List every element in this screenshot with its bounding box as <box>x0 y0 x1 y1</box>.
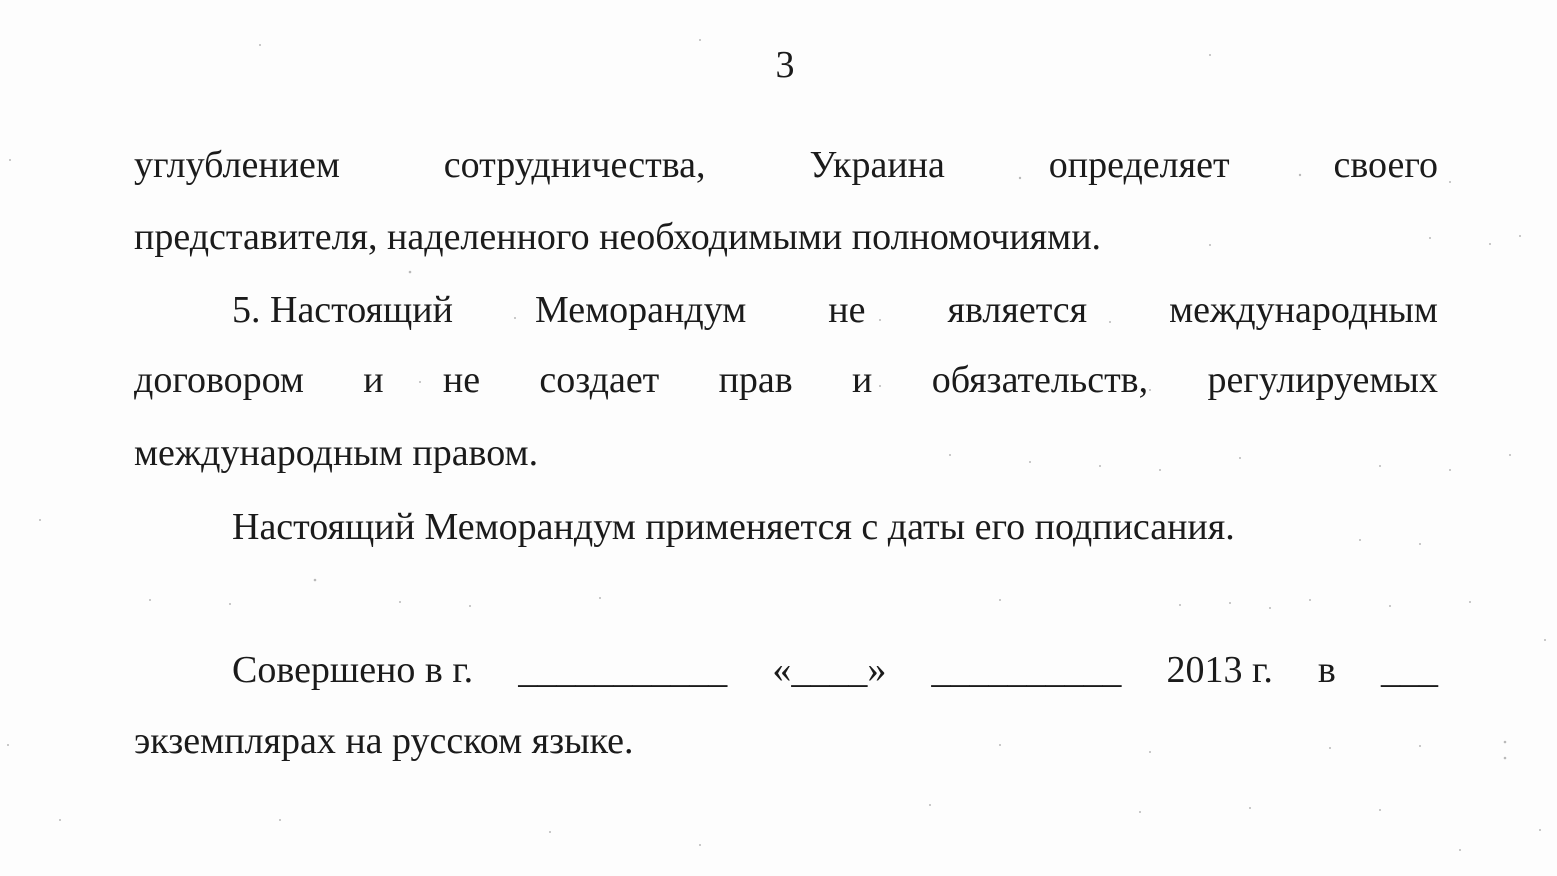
word: и <box>363 359 384 401</box>
word: 5. Настоящий <box>232 289 453 331</box>
word: в <box>1317 649 1336 691</box>
paragraph-2-line-3: международным правом. <box>134 432 539 474</box>
word: Украина <box>809 144 945 186</box>
blank-month: __________ <box>931 649 1122 691</box>
word: является <box>947 289 1088 331</box>
word: не <box>828 289 866 331</box>
word: Совершено в г. <box>232 649 474 691</box>
paragraph-4-line-2: экземплярах на русском языке. <box>134 720 634 762</box>
word: прав <box>718 359 793 401</box>
paragraph-4-line-1 <box>232 645 1438 695</box>
word: своего <box>1333 144 1438 186</box>
year: 2013 г. <box>1166 649 1273 691</box>
word: обязательств, <box>931 359 1149 401</box>
word: сотрудничества, <box>443 144 706 186</box>
paragraph-2-line-2 <box>134 355 1438 405</box>
word: не <box>442 359 481 401</box>
word: и <box>852 359 873 401</box>
word: договором <box>134 359 304 401</box>
paragraph-1-line-2: представителя, наделенного необходимыми полномочиями. <box>134 216 1102 258</box>
word: определяет <box>1048 144 1230 186</box>
blank-copies: ___ <box>1380 649 1438 691</box>
blank-city: ___________ <box>518 649 728 691</box>
word: создает <box>539 359 660 401</box>
paragraph-1-line-1 <box>134 140 1438 190</box>
word: регулируемых <box>1207 359 1438 401</box>
word: Меморандум <box>534 289 747 331</box>
page-number: 3 <box>775 44 795 86</box>
word: углублением <box>134 144 340 186</box>
blank-day: «____» <box>772 649 887 691</box>
paragraph-3-line-1: Настоящий Меморандум применяется с даты его подписания. <box>232 506 1235 548</box>
paragraph-2-line-1 <box>232 285 1438 335</box>
word: международным <box>1169 289 1438 331</box>
